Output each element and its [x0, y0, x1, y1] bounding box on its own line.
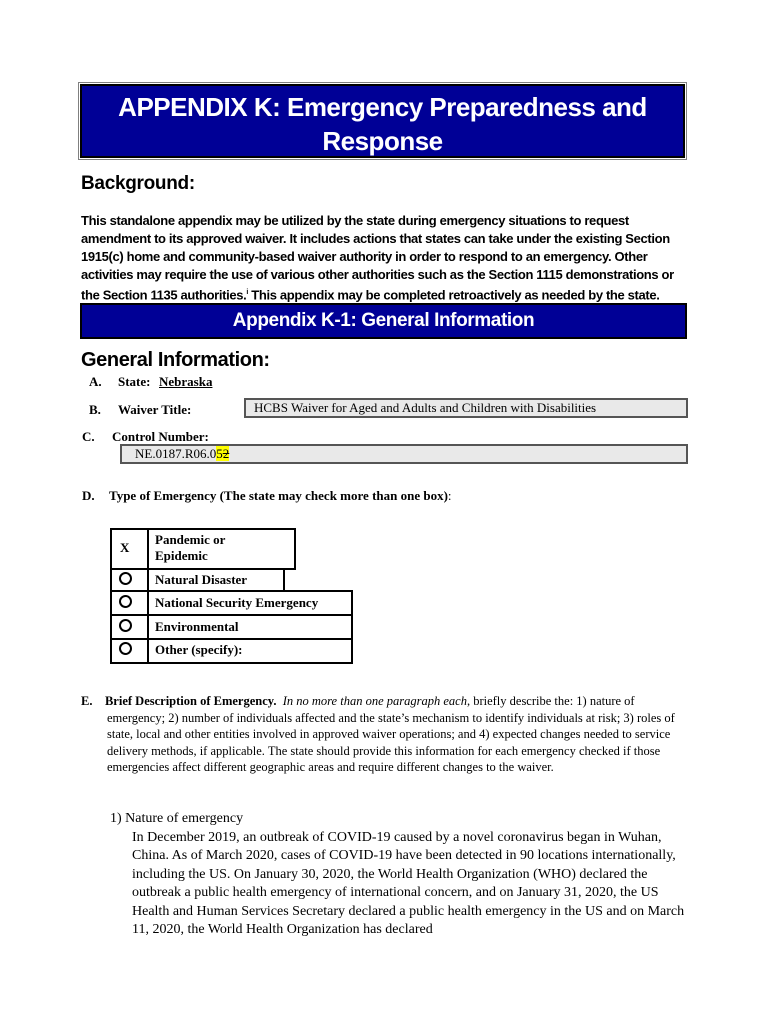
pandemic-label: Pandemic or Epidemic: [155, 532, 226, 563]
item-b-letter: B.: [89, 402, 101, 417]
environmental-radio-icon: [119, 619, 132, 632]
emergency-type-label-text: Type of Emergency (The state may check more than one box): [109, 488, 448, 503]
environmental-label: Environmental: [155, 619, 239, 634]
control-number-value: NE.0187.R06.0: [135, 446, 217, 461]
section-e-letter: E.: [81, 694, 93, 708]
section-e-label: Brief Description of Emergency.: [104, 694, 277, 708]
waiver-title-field[interactable]: [244, 398, 688, 418]
section-e-paragraph: [81, 693, 691, 776]
pandemic-check-mark: X: [120, 540, 130, 555]
state-value: Nebraska: [159, 374, 213, 389]
emergency-type-label: [109, 488, 452, 504]
other-label: Other (specify):: [155, 642, 243, 657]
footnote-mark[interactable]: i: [246, 289, 249, 296]
national-security-label: National Security Emergency: [155, 595, 319, 610]
nature-text: In December 2019, an outbreak of COVID-19 caused by a novel coronavirus began in Wuhan, China. As of March 2020, cases of COVID-19 have been detected in 90 locations internationally, including the US. On January 30, 2020, the World Health Organization (WHO) declared the outbreak a public health emergency of international concern, and on January 31, 2020, the US Health and Human Services Secretary declared a public health emergency in the US and on March 11, 2020, the World Health Organization has declared: [132, 829, 685, 937]
national-security-radio-icon: [119, 595, 132, 608]
nature-heading: 1) Nature of emergency: [110, 811, 244, 826]
control-number-label: Control Number:: [112, 429, 209, 444]
waiver-title-label: Waiver Title:: [118, 402, 192, 417]
other-radio-icon: [119, 642, 132, 655]
natural-disaster-label: Natural Disaster: [155, 572, 248, 587]
waiver-title-value: HCBS Waiver for Aged and Adults and Children with Disabilities: [254, 400, 597, 415]
item-d-letter: D.: [82, 488, 95, 503]
section-e-italic: In no more than one paragraph each: [282, 694, 467, 708]
section-k1-title: Appendix K-1: General Information: [80, 303, 687, 339]
item-c-letter: C.: [82, 429, 95, 444]
general-info-heading: General Information:: [81, 349, 270, 371]
control-number-old-digit: 2: [222, 446, 230, 461]
natural-disaster-radio-icon: [119, 572, 132, 585]
background-body-end: This appendix may be completed retroactively as needed by the state.: [248, 287, 660, 303]
pandemic-checkbox[interactable]: [110, 528, 149, 570]
emergency-type-colon: :: [447, 488, 452, 503]
section-e: [81, 693, 691, 776]
appendix-title: [80, 84, 685, 158]
appendix-title-line2: Response: [322, 126, 443, 156]
background-heading: Background:: [81, 173, 195, 194]
nature-section: [110, 810, 690, 940]
control-number-new-digit: 5: [216, 446, 223, 461]
section-e-text: , briefly describe the: 1) nature of emergency; 2) number of individuals affected and the state’s mechanism to identify individuals at risk; 3) roles of state, local and other entities involved in approved waiver operations; and 4) expected changes needed to service delivery methods, if applicable. The state should provide this information for each emergency checked if those emergencies affect different geographic areas and require different changes to the waiver.: [107, 694, 675, 774]
background-body: This standalone appendix may be utilized by the state during emergency situations to request amendment to its approved waiver. It includes actions that states can take under the existing Section 1915(c) home and community-based waiver authority in order to respond to an emergency. Other activities may require the use of various other authorities such as the Section 1115 demonstrations or the Section 1135 authorities.: [81, 213, 674, 303]
background-text: [81, 212, 691, 304]
appendix-title-line1: APPENDIX K: Emergency Preparedness and: [118, 92, 647, 122]
state-label: State:: [118, 374, 151, 389]
item-a-letter: A.: [89, 374, 102, 389]
control-number-field[interactable]: [120, 444, 688, 464]
